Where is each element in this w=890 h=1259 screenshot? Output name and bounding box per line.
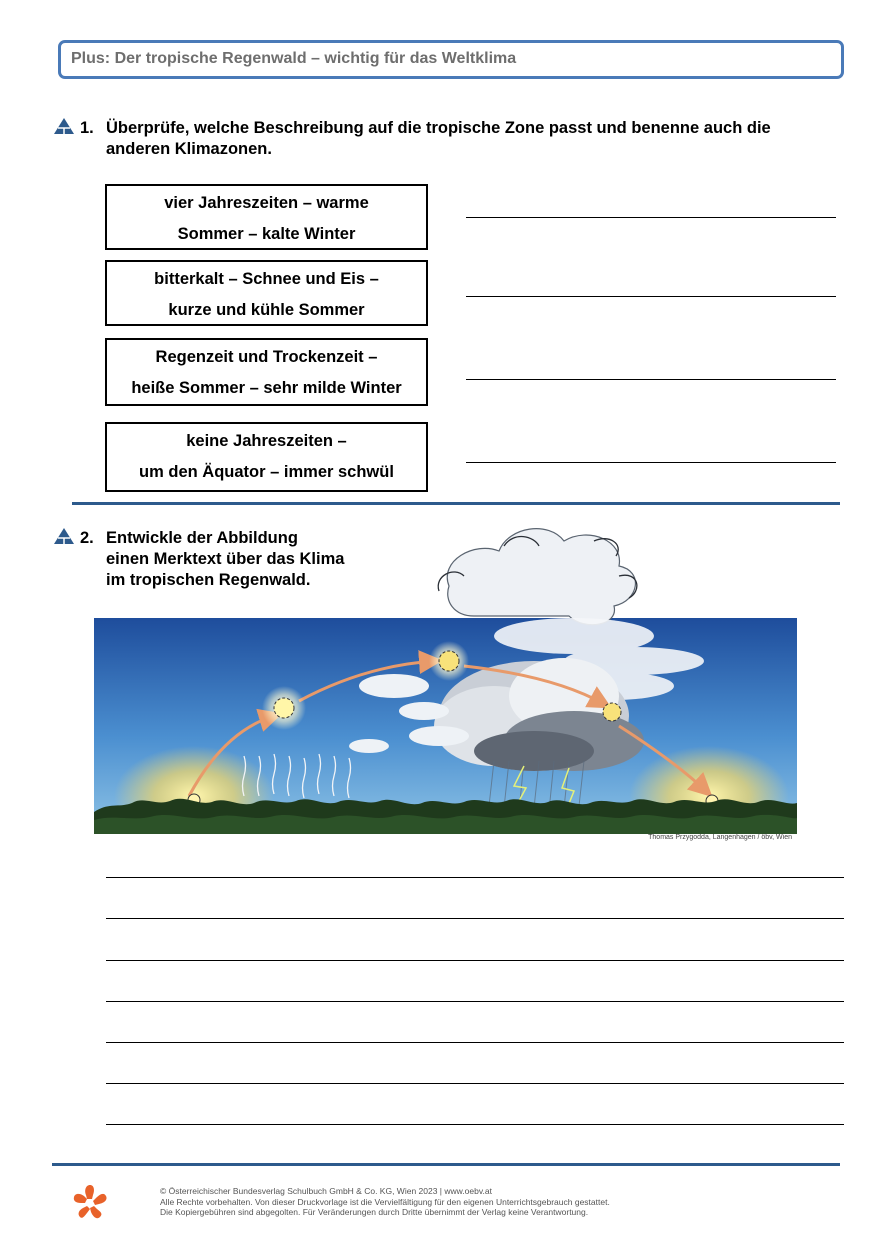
footer-divider [52,1163,840,1166]
climate-description-box-1 [105,184,428,250]
task-2-line-3: im tropischen Regenwald. [106,571,311,589]
writing-line-2[interactable] [106,918,844,919]
level-pyramid-icon [53,527,75,545]
task-1-number: 1. [80,119,94,137]
task-1-line-1: Überprüfe, welche Beschreibung auf die tropische Zone passt und benenne auch die [106,119,771,137]
box-1-line-1: vier Jahreszeiten – warme [164,194,369,212]
task-1-instruction [106,118,771,160]
task-2-instruction [106,528,344,591]
image-credit: Thomas Przygodda, Langenhagen / öbv, Wien [648,834,792,841]
footer-line-3: Die Kopiergebühren sind abgegolten. Für Veränderungen durch Dritte übernimmt der Verlag keine Verantwortung. [160,1207,589,1217]
climate-description-box-4 [105,422,428,492]
level-pyramid-icon [53,117,75,135]
publisher-logo-icon [70,1182,110,1222]
writing-line-6[interactable] [106,1083,844,1084]
answer-line-3[interactable] [466,379,836,380]
answer-line-1[interactable] [466,217,836,218]
footer-line-2: Alle Rechte vorbehalten. Von dieser Druckvorlage ist die Vervielfältigung für den eigenen Unterrichtsgebrauch gestattet. [160,1196,610,1207]
box-4-line-2: um den Äquator – immer schwül [139,463,394,481]
header-box [58,40,844,79]
footer-copyright [160,1186,610,1218]
box-1-line-2: Sommer – kalte Winter [177,225,356,243]
writing-line-3[interactable] [106,960,844,961]
task-2-line-1: Entwickle der Abbildung [106,529,298,547]
section-divider [72,502,840,505]
task-1-line-2: anderen Klimazonen. [106,140,272,158]
box-4-line-1: keine Jahreszeiten – [186,432,347,450]
footer-line-1: © Österreichischer Bundesverlag Schulbuch GmbH & Co. KG, Wien 2023 | www.oebv.at [160,1186,492,1196]
writing-line-1[interactable] [106,877,844,878]
page-title: Plus: Der tropische Regenwald – wichtig für das Weltklima [71,50,517,67]
climate-description-box-2 [105,260,428,326]
box-2-line-1: bitterkalt – Schnee und Eis – [154,270,379,288]
answer-line-4[interactable] [466,462,836,463]
task-2-number: 2. [80,529,94,547]
answer-line-2[interactable] [466,296,836,297]
writing-line-5[interactable] [106,1042,844,1043]
climate-description-box-3 [105,338,428,406]
box-3-line-2: heiße Sommer – sehr milde Winter [131,379,402,397]
writing-line-4[interactable] [106,1001,844,1002]
writing-line-7[interactable] [106,1124,844,1125]
task-2-line-2: einen Merktext über das Klima [106,550,345,568]
box-3-line-1: Regenzeit und Trockenzeit – [155,348,378,366]
box-2-line-2: kurze und kühle Sommer [168,301,365,319]
